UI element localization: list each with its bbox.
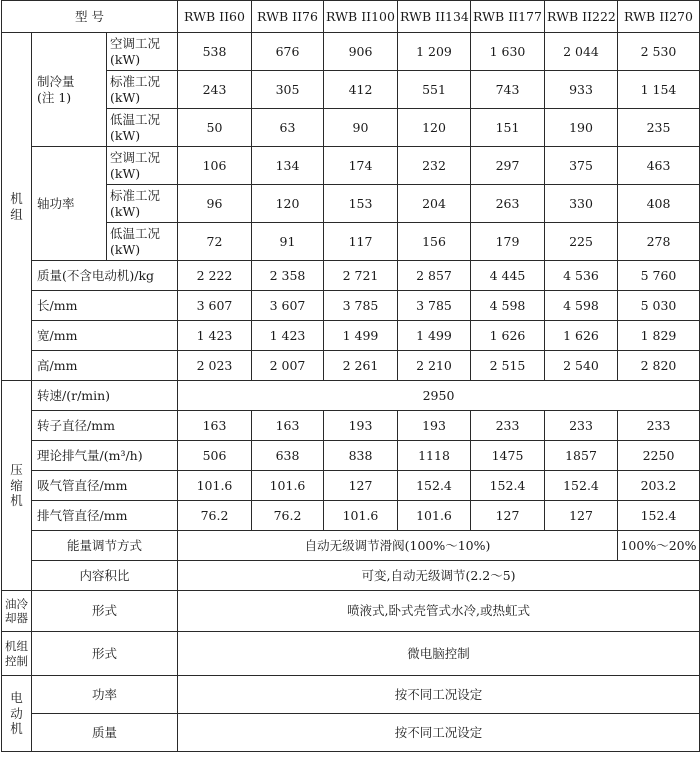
value-cell: 1 626 (545, 321, 618, 351)
value-cell: 1 209 (398, 33, 471, 71)
value-cell: 412 (324, 71, 398, 109)
value-cell: 1 630 (471, 33, 545, 71)
value-cell: 127 (324, 471, 398, 501)
value-cell: 72 (178, 223, 252, 261)
value-cell: 101.6 (252, 471, 324, 501)
model-header: RWB II270 (618, 1, 700, 33)
value-cell: 263 (471, 185, 545, 223)
row-label: 长/mm (32, 291, 178, 321)
speed-value: 2950 (178, 381, 700, 411)
row-label: 转速/(r/min) (32, 381, 178, 411)
value-cell: 91 (252, 223, 324, 261)
value-cell: 676 (252, 33, 324, 71)
value-cell: 190 (545, 109, 618, 147)
type-header: 型 号 (2, 1, 178, 33)
value-cell: 1118 (398, 441, 471, 471)
value-cell: 375 (545, 147, 618, 185)
compressor-row (2, 411, 700, 441)
value-cell: 204 (398, 185, 471, 223)
value-cell: 106 (178, 147, 252, 185)
value-cell: 4 598 (471, 291, 545, 321)
value-cell: 2 007 (252, 351, 324, 381)
row-label: 形式 (32, 591, 178, 632)
cooling-row (2, 109, 700, 147)
value-cell: 152.4 (545, 471, 618, 501)
row-label: 能量调节方式 (32, 531, 178, 561)
condition-label: 低温工况 (kW) (107, 223, 178, 261)
value-cell: 2 023 (178, 351, 252, 381)
value-cell: 1 626 (471, 321, 545, 351)
value-cell: 2 721 (324, 261, 398, 291)
value-cell: 101.6 (324, 501, 398, 531)
unit-row (2, 351, 700, 381)
value-cell: 4 598 (545, 291, 618, 321)
row-label: 宽/mm (32, 321, 178, 351)
value-cell: 1 423 (252, 321, 324, 351)
model-header: RWB II134 (398, 1, 471, 33)
capacity-value: 自动无级调节滑阀(100%～10%) (178, 531, 618, 561)
speed-row (2, 381, 700, 411)
value-cell: 1 154 (618, 71, 700, 109)
cooling-label: 制冷量 (注 1) (32, 33, 107, 147)
value-cell: 2 820 (618, 351, 700, 381)
row-label: 排气管直径/mm (32, 501, 178, 531)
row-label: 质量(不含电动机)/kg (32, 261, 178, 291)
value-cell: 50 (178, 109, 252, 147)
volume-ratio-row (2, 561, 700, 591)
value-cell: 90 (324, 109, 398, 147)
motor-group-label: 电 动 机 (2, 676, 32, 752)
value-cell: 163 (252, 411, 324, 441)
value-cell: 1857 (545, 441, 618, 471)
motor-power-row (2, 676, 700, 714)
value-cell: 153 (324, 185, 398, 223)
condition-label: 低温工况 (kW) (107, 109, 178, 147)
condition-label: 标准工况 (kW) (107, 185, 178, 223)
value-cell: 2 222 (178, 261, 252, 291)
value-cell: 1 499 (398, 321, 471, 351)
value-cell: 101.6 (398, 501, 471, 531)
row-label: 高/mm (32, 351, 178, 381)
row-label: 形式 (32, 632, 178, 676)
value-cell: 233 (545, 411, 618, 441)
value-cell: 152.4 (618, 501, 700, 531)
value-cell: 463 (618, 147, 700, 185)
model-header: RWB II222 (545, 1, 618, 33)
value-cell: 3 607 (252, 291, 324, 321)
value-cell: 5 030 (618, 291, 700, 321)
unit-control-row (2, 632, 700, 676)
value-cell: 408 (618, 185, 700, 223)
value-cell: 163 (178, 411, 252, 441)
value-cell: 4 445 (471, 261, 545, 291)
model-header: RWB II177 (471, 1, 545, 33)
value-cell: 538 (178, 33, 252, 71)
value-cell: 156 (398, 223, 471, 261)
value-cell: 235 (618, 109, 700, 147)
compressor-row (2, 501, 700, 531)
compressor-row (2, 471, 700, 501)
model-header: RWB II100 (324, 1, 398, 33)
value-cell: 1 423 (178, 321, 252, 351)
value-cell: 3 607 (178, 291, 252, 321)
unit-row (2, 261, 700, 291)
shaft-power-row (2, 185, 700, 223)
value-cell: 1475 (471, 441, 545, 471)
value-cell: 278 (618, 223, 700, 261)
value-cell: 233 (471, 411, 545, 441)
cooling-row (2, 71, 700, 109)
row-label: 质量 (32, 714, 178, 752)
value-cell: 203.2 (618, 471, 700, 501)
value-cell: 638 (252, 441, 324, 471)
value-cell: 63 (252, 109, 324, 147)
motor-power-value: 按不同工况设定 (178, 676, 700, 714)
value-cell: 933 (545, 71, 618, 109)
shaft-power-label: 轴功率 (32, 147, 107, 261)
model-header: RWB II60 (178, 1, 252, 33)
unit-control-group-label: 机组 控制 (2, 632, 32, 676)
value-cell: 297 (471, 147, 545, 185)
capacity-row (2, 531, 700, 561)
value-cell: 127 (545, 501, 618, 531)
value-cell: 2 210 (398, 351, 471, 381)
value-cell: 120 (398, 109, 471, 147)
cooling-row (2, 33, 700, 71)
value-cell: 1 499 (324, 321, 398, 351)
compressor-row (2, 441, 700, 471)
motor-mass-row (2, 714, 700, 752)
value-cell: 2 857 (398, 261, 471, 291)
value-cell: 117 (324, 223, 398, 261)
row-label: 内容积比 (32, 561, 178, 591)
value-cell: 233 (618, 411, 700, 441)
unit-control-value: 微电脑控制 (178, 632, 700, 676)
value-cell: 76.2 (178, 501, 252, 531)
value-cell: 2 358 (252, 261, 324, 291)
unit-row (2, 291, 700, 321)
model-header: RWB II76 (252, 1, 324, 33)
volume-ratio-value: 可变,自动无级调节(2.2～5) (178, 561, 700, 591)
value-cell: 1 829 (618, 321, 700, 351)
shaft-power-row (2, 223, 700, 261)
header-row (2, 1, 700, 33)
value-cell: 3 785 (324, 291, 398, 321)
value-cell: 551 (398, 71, 471, 109)
unit-group-label: 机 组 (2, 33, 32, 381)
spec-table-body (2, 1, 700, 752)
value-cell: 120 (252, 185, 324, 223)
value-cell: 152.4 (398, 471, 471, 501)
value-cell: 151 (471, 109, 545, 147)
row-label: 吸气管直径/mm (32, 471, 178, 501)
value-cell: 2 044 (545, 33, 618, 71)
oil-cooler-row (2, 591, 700, 632)
spec-table (1, 0, 700, 752)
value-cell: 193 (398, 411, 471, 441)
value-cell: 174 (324, 147, 398, 185)
capacity-last-value: 100%～20% (618, 531, 700, 561)
value-cell: 2 530 (618, 33, 700, 71)
value-cell: 152.4 (471, 471, 545, 501)
value-cell: 5 760 (618, 261, 700, 291)
value-cell: 96 (178, 185, 252, 223)
value-cell: 134 (252, 147, 324, 185)
value-cell: 179 (471, 223, 545, 261)
condition-label: 标准工况 (kW) (107, 71, 178, 109)
row-label: 转子直径/mm (32, 411, 178, 441)
value-cell: 2 515 (471, 351, 545, 381)
row-label: 理论排气量/(m³/h) (32, 441, 178, 471)
shaft-power-row (2, 147, 700, 185)
value-cell: 838 (324, 441, 398, 471)
condition-label: 空调工况 (kW) (107, 147, 178, 185)
value-cell: 2 261 (324, 351, 398, 381)
value-cell: 506 (178, 441, 252, 471)
value-cell: 3 785 (398, 291, 471, 321)
value-cell: 127 (471, 501, 545, 531)
unit-row (2, 321, 700, 351)
value-cell: 193 (324, 411, 398, 441)
value-cell: 305 (252, 71, 324, 109)
motor-mass-value: 按不同工况设定 (178, 714, 700, 752)
value-cell: 743 (471, 71, 545, 109)
value-cell: 330 (545, 185, 618, 223)
value-cell: 76.2 (252, 501, 324, 531)
oil-cooler-value: 喷液式,卧式壳管式水冷,或热虹式 (178, 591, 700, 632)
value-cell: 225 (545, 223, 618, 261)
value-cell: 232 (398, 147, 471, 185)
oil-cooler-group-label: 油冷 却器 (2, 591, 32, 632)
value-cell: 2 540 (545, 351, 618, 381)
value-cell: 4 536 (545, 261, 618, 291)
value-cell: 101.6 (178, 471, 252, 501)
value-cell: 906 (324, 33, 398, 71)
condition-label: 空调工况 (kW) (107, 33, 178, 71)
value-cell: 2250 (618, 441, 700, 471)
compressor-group-label: 压 缩 机 (2, 381, 32, 591)
row-label: 功率 (32, 676, 178, 714)
value-cell: 243 (178, 71, 252, 109)
